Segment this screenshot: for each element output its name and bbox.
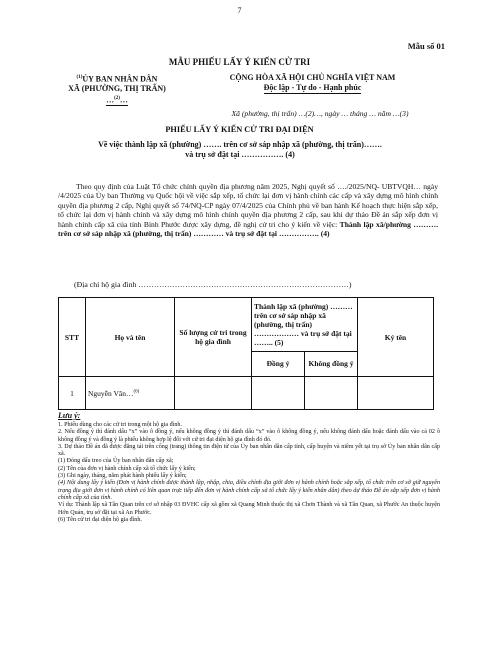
body-text: Theo quy định của Luật Tổ chức chính quyền địa phương năm 2025, Nghị quyết số …./2025/NQ- UBTVQH… ngày /4/2025 của Ủy ban Thường vụ Quốc hội về việc sắp xếp, tổ chức lại đơn vị hành chính các cấp và xây dựng mô hình chính quyền địa phương 2 cấp, Nghị quyết số 74/NQ-CP ngày 07/4/2025 của Chính phủ về ban hành Kế hoạch thực hiện sắp xếp, tổ chức lại đơn vị hành chính và xây dựng mô hình chính quyền địa phương 2 cấp, sau khi dự thảo Đề án sắp xếp đơn vị hành chính cấp xã của tỉnh Bình Phước được xây dựng, đề nghị cử tri cho ý kiến về việc: <box>58 182 438 229</box>
row-disagree-box[interactable] <box>305 377 358 410</box>
row-name <box>86 377 175 410</box>
household-address-line: (Địa chỉ hộ gia đình ………………………………………………………………………) <box>74 280 352 289</box>
row-agree-box[interactable] <box>252 377 305 410</box>
note-item: 3. Dự thảo Đề án đã được đăng tải trên cổng (trang) thông tin điện tử của Ủy ban nhân dân cấp tỉnh, cấp huyện và niêm yết tại trụ sở Ủy ban nhân dân cấp xã. <box>58 443 440 458</box>
voter-table <box>58 297 434 410</box>
issuer-header <box>42 73 192 106</box>
form-number: Mẫu số 01 <box>407 41 445 51</box>
header-name: Họ và tên <box>86 298 175 377</box>
national-motto: Độc lập - Tự do - Hạnh phúc <box>263 82 362 92</box>
header-proposal-group: Thành lập xã (phường) ……… trên cơ sở sáp nhập xã (phường, thị trấn) ……………… và trụ sở đặt tại …….. (5) <box>252 298 358 352</box>
national-title: CỘNG HÒA XÃ HỘI CHỦ NGHĨA VIỆT NAM <box>229 73 396 82</box>
page-number: 7 <box>237 6 242 15</box>
mark-6: (6) <box>133 389 140 394</box>
ballot-subtitle: PHIẾU LẤY Ý KIẾN CỬ TRI ĐẠI DIỆN <box>165 125 314 134</box>
header-stt: STT <box>59 298 86 377</box>
national-header <box>200 73 425 94</box>
header-voter-count: Số lượng cử tri trong hộ gia đình <box>175 298 252 377</box>
issuer-commune: XÃ (PHƯỜNG, THỊ TRẤN) <box>68 84 166 94</box>
mark-2: (2) <box>114 95 120 101</box>
table-row <box>59 377 434 410</box>
subject-line-2: và trụ sở đặt tại ……………. (4) <box>185 150 295 159</box>
table-header-row <box>59 298 434 352</box>
note-item: Ví dụ: Thành lập xã Tân Quan trên cơ sở nhập 03 ĐVHC cấp xã gồm xã Quang Minh thuộc thị xã Chơn Thành và xã Tân Quan, xã Phước An thuộc huyện Hớn Quản, trụ sở đặt tại xã An Phước. <box>58 502 440 516</box>
row-stt: 1 <box>59 377 86 410</box>
row-signature[interactable] <box>358 377 434 410</box>
body-proposal: Thành lập xã/phường ………. trên cơ sở sáp nhập xã (phường, thị trấn) ………… và trụ sở đặt tại ……………. (4) <box>58 219 438 239</box>
issuer-line-1 <box>42 73 192 84</box>
note-item: (6) Tên cử tri đại diện hộ gia đình. <box>58 516 142 523</box>
note-item: 1. Phiếu dùng cho các cử tri trong một hộ gia đình. <box>58 422 182 428</box>
subject <box>60 140 420 160</box>
note-item: (4) Nội dung lấy ý kiến (Đơn vị hành chính được thành lập, nhập, chia, điều chỉnh địa giới đơn vị hành chính hoặc sắp xếp, tổ chức trên cơ sở giữ nguyên trạng địa giới đơn vị hành chính có liên quan trực tiếp đến đơn vị hành chính cấp xã tổ chức lấy ý kiến nhân dân) theo dự thảo Đề án sắp xếp đơn vị hành chính cấp xã của tỉnh. <box>58 480 440 501</box>
note-item: (3) Ghi ngày, tháng, năm phát hành phiếu lấy ý kiến; <box>58 473 187 480</box>
row-name-text: Nguyễn Văn… <box>88 388 134 398</box>
header-agree: Đồng ý <box>252 351 305 376</box>
issuer-committee: ỦY BAN NHÂN DÂN <box>82 74 158 84</box>
header-disagree: Không đồng ý <box>305 351 358 376</box>
notes-list <box>58 422 440 524</box>
subject-line-1: Về việc thành lập xã (phường) ……. trên cơ sở sáp nhập xã (phường, thị trấn)……. <box>98 140 382 149</box>
issuer-placeholder-tail: … <box>119 95 128 105</box>
form-title: MẪU PHIẾU LẤY Ý KIẾN CỬ TRI <box>168 57 311 67</box>
mark-1: (1) <box>76 75 83 80</box>
notes-title: Lưu ý: <box>58 411 81 420</box>
note-item: (1) Đóng dấu treo của Ủy ban nhân dân cấp xã; <box>58 458 174 465</box>
note-item: (2) Tên của đơn vị hành chính cấp xã tổ chức lấy ý kiến; <box>58 465 196 472</box>
row-voter-count[interactable] <box>175 377 252 410</box>
note-item: 2. Nếu đồng ý thì đánh dấu “x” vào ô đồng ý, nếu không đồng ý thì đánh dấu “x” vào ô không đồng ý, nếu không đánh dấu hoặc đánh dấu vào cả 02 ô không đồng ý và đồng ý là phiếu không hợp lệ đối với cử tri đại diện hộ gia đình đó đó. <box>58 429 440 443</box>
body-paragraph <box>58 182 438 238</box>
header-signature: Ký tên <box>358 298 434 377</box>
date-line: Xã (phường, thị trấn) …(2)…, ngày … tháng … năm …(3) <box>231 109 409 118</box>
issuer-line-3 <box>42 94 192 107</box>
issuer-placeholder: … <box>106 95 115 105</box>
